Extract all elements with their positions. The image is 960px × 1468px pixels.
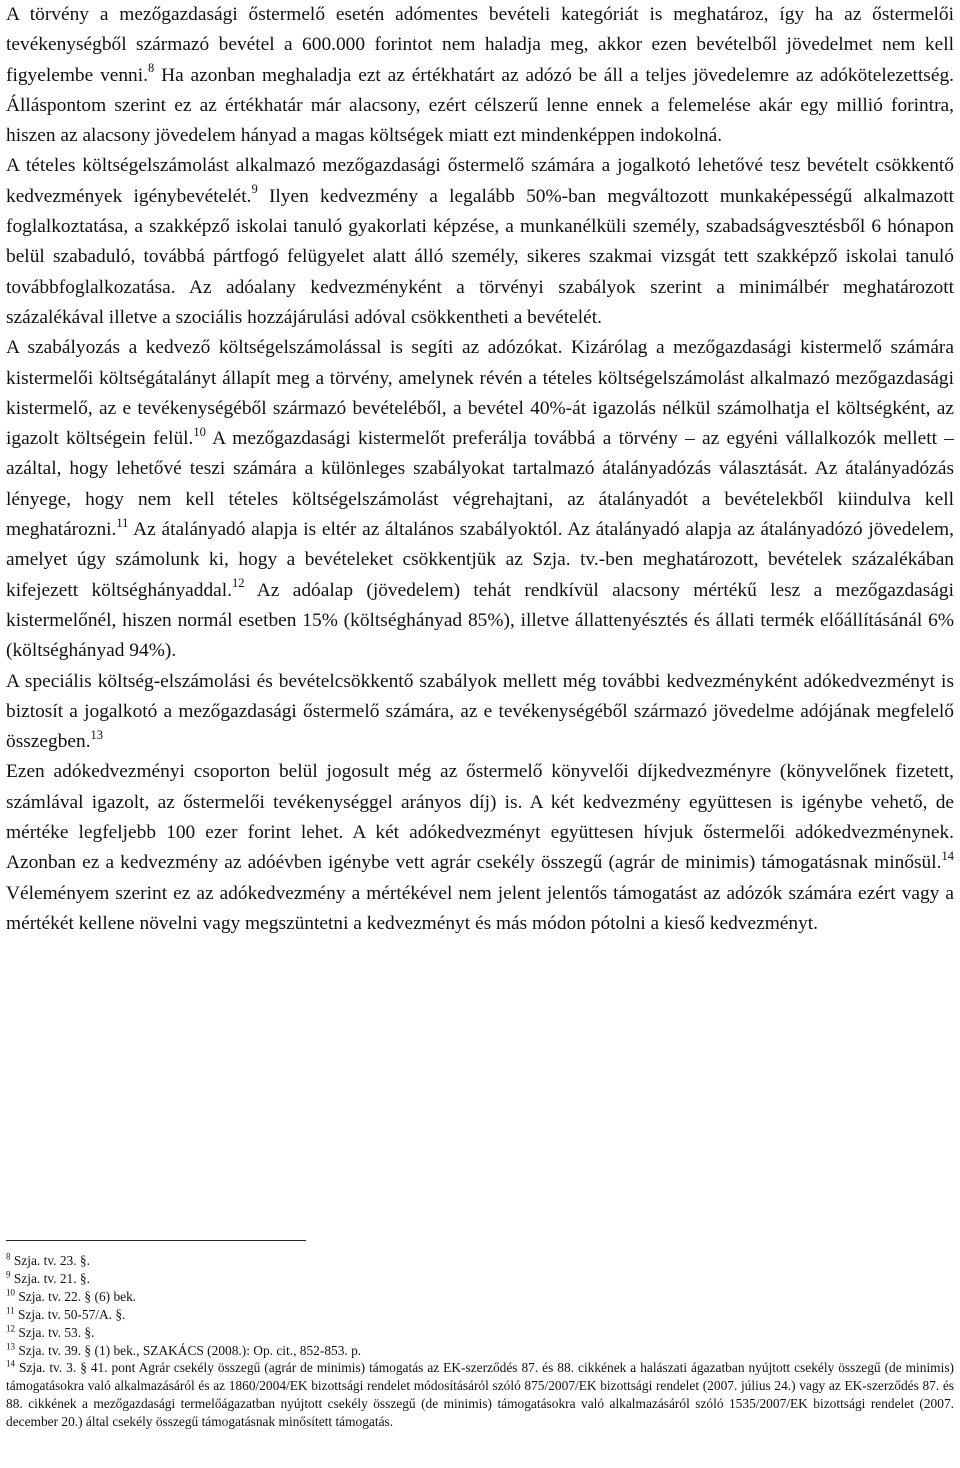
footnote-number: 9 bbox=[6, 1269, 11, 1280]
paragraph bbox=[6, 667, 954, 758]
footnote-ref[interactable]: 11 bbox=[116, 515, 129, 530]
footnote bbox=[6, 1324, 954, 1342]
paragraph-text: A mezőgazdasági kistermelőt preferálja továbbá a törvény – az egyéni vállalkozók mellett – azáltal, hogy lehetővé teszi számára a különleges szabályokat tartalmazó átalányadózás választását. Az átalányadózás lényege, hogy nem kell tételes költségelszámolást végrehajtani, az átalányadót a bevételekből kiindulva kell meghatározni. bbox=[6, 428, 954, 541]
footnote-ref[interactable]: 12 bbox=[232, 576, 245, 591]
paragraph-text: A törvény a mezőgazdasági őstermelő esetén adómentes bevételi kategóriát is meghatároz, így ha az őstermelői tevékenységből származó bevétel a 600.000 forintot nem haladja meg, akkor ezen bevételből jövedelmet nem kell figyelembe venni. bbox=[6, 4, 954, 86]
paragraph-text: Ilyen kedvezmény a legalább 50%-ban megváltozott munkaképességű alkalmazott foglalkoztatása, a szakképző iskolai tanuló gyakorlati képzése, a munkanélküli személy, szabadságvesztésből 6 hónapon belül szabaduló, továbbá pártfogó felügyelet alatt álló személy, sikeres szakmai vizsgát tett szakképző iskolai tanuló továbbfoglalkozatása. Az adóalany kedvezményként a törvényi szabályok szerint a minimálbér meghatározott százalékával illetve a szociális hozzájárulási adóval csökkentheti a bevételét. bbox=[6, 185, 954, 328]
footnote-text: Szja. tv. 23. §. bbox=[13, 1253, 90, 1268]
paragraph bbox=[6, 151, 954, 333]
paragraph-text: Az adóalap (jövedelem) tehát rendkívül alacsony mértékű lesz a mezőgazdasági kistermelőnél, hiszen normál esetben 15% (költséghányad 85%), illetve állattenyésztés és állati termék előállításánál 6% (költséghányad 94%). bbox=[6, 579, 954, 662]
paragraph bbox=[6, 757, 954, 939]
footnote-number: 11 bbox=[6, 1305, 15, 1316]
footnotes bbox=[6, 1252, 954, 1431]
paragraph-text: Ha azonban meghaladja ezt az értékhatárt az adózó be áll a teljes jövedelemre az adókötelezettség. Álláspontom szerint ez az értékhatár már alacsony, ezért célszerű lenne ennek a felemelése akár egy millió forintra, hiszen az alacsony jövedelem hányad a magas költségek miatt ezt mindenképpen indokolná. bbox=[6, 64, 954, 147]
footnote bbox=[6, 1252, 954, 1270]
footnote-number: 8 bbox=[6, 1251, 11, 1262]
footnote-number: 12 bbox=[6, 1323, 15, 1334]
paragraph bbox=[6, 333, 954, 666]
footnote-number: 10 bbox=[6, 1287, 15, 1298]
footnote-text: Szja. tv. 39. § (1) bek., SZAKÁCS (2008.): Op. cit., 852-853. p. bbox=[18, 1342, 362, 1358]
footnote-number: 14 bbox=[6, 1358, 15, 1369]
footnote-text: Szja. tv. 21. §. bbox=[13, 1270, 90, 1286]
footnote-ref[interactable]: 10 bbox=[193, 424, 206, 439]
footnote-ref[interactable]: 14 bbox=[941, 848, 954, 863]
paragraph-text: Véleményem szerint ez az adókedvezmény a mértékével nem jelent jelentős támogatást az adózók számára ezért vagy a mértékét kellene növelni vagy megszüntetni a kedvezményt és más módon pótolni a kieső kedvezményt. bbox=[6, 882, 954, 934]
paragraph bbox=[6, 0, 954, 151]
footnote-text: Szja. tv. 50-57/A. §. bbox=[18, 1306, 126, 1322]
footnote-text: Szja. tv. 53. §. bbox=[18, 1324, 95, 1340]
paragraph-text: A szabályozás a kedvező költségelszámolással is segíti az adózókat. Kizárólag a mezőgazdasági kistermelő számára kistermelői költségátalányt állapít meg a törvény, amelynek révén a tételes költségelszámolást alkalmazó mezőgazdasági kistermelő, az e tevékenységéből származó bevételéből, a bevétel 40%-át igazolás nélkül számolhatja el költségként, az igazolt költségein felül. bbox=[6, 337, 954, 450]
footnote-ref[interactable]: 8 bbox=[148, 61, 155, 76]
footnote bbox=[6, 1288, 954, 1306]
paragraph-text: A speciális költség-elszámolási és bevételcsökkentő szabályok mellett még további kedvezményként adókedvezményt is biztosít a jogalkotó a mezőgazdasági őstermelő számára, az e tevékenységéből származó jövedelme adójának megfelelő összegben. bbox=[6, 670, 954, 753]
paragraph-text: Ezen adókedvezményi csoporton belül jogosult még az őstermelő könyvelői díjkedvezményre (könyvelőnek fizetett, számlával igazolt, az őstermelői tevékenységgel arányos díj) is. A két kedvezmény együttesen is igénybe vehető, de mértéke legfeljebb 100 ezer forint lehet. A két adókedvezményt együttesen hívjuk őstermelői adókedvezménynek. Azonban ez a kedvezmény az adóévben igénybe vett agrár csekély összegű (agrár de minimis) támogatásnak minősül. bbox=[6, 761, 954, 874]
footnote-number: 13 bbox=[6, 1341, 15, 1352]
footnote bbox=[6, 1342, 954, 1360]
footnote-ref[interactable]: 13 bbox=[90, 727, 104, 742]
footnote-separator bbox=[6, 1240, 306, 1241]
footnote-text: Szja. tv. 22. § (6) bek. bbox=[18, 1288, 137, 1304]
footnote-ref[interactable]: 9 bbox=[251, 182, 258, 197]
footnote bbox=[6, 1270, 954, 1288]
footnote-text: Szja. tv. 3. § 41. pont Agrár csekély összegű (agrár de minimis) támogatás az EK-szerződés 87. és 88. cikkének a halászati ágazatban nyújtott csekély összegű (de minimis) támogatásokra való alkalmazásáról és az 1860/2004/EK bizottsági rendelet módosításáról szóló 875/2007/EK bizottsági rendelet (2007. július 24.) vagy az EK-szerződés 87. és 88. cikkének a mezőgazdasági termelőágazatban nyújtott csekély összegű (de minimis) támogatásokra való alkalmazásáról szóló 1535/2007/EK bizottsági rendelet (2007. december 20.) által csekély összegű támogatásnak minősített támogatás. bbox=[6, 1360, 954, 1430]
footnote bbox=[6, 1359, 954, 1431]
body-text bbox=[6, 0, 954, 939]
paragraph-text: Az átalányadó alapja is eltér az általános szabályoktól. Az átalányadó alapja az átalányadózó jövedelem, amelyet úgy számolunk ki, hogy a bevételeket csökkentjük az Szja. tv.-ben meghatározott, bevételek százalékában kifejezett költséghányaddal. bbox=[6, 519, 954, 601]
paragraph-text: A tételes költségelszámolást alkalmazó mezőgazdasági őstermelő számára a jogalkotó lehetővé tesz bevételt csökkentő kedvezmények igénybevételét. bbox=[6, 155, 954, 207]
footnote bbox=[6, 1306, 954, 1324]
